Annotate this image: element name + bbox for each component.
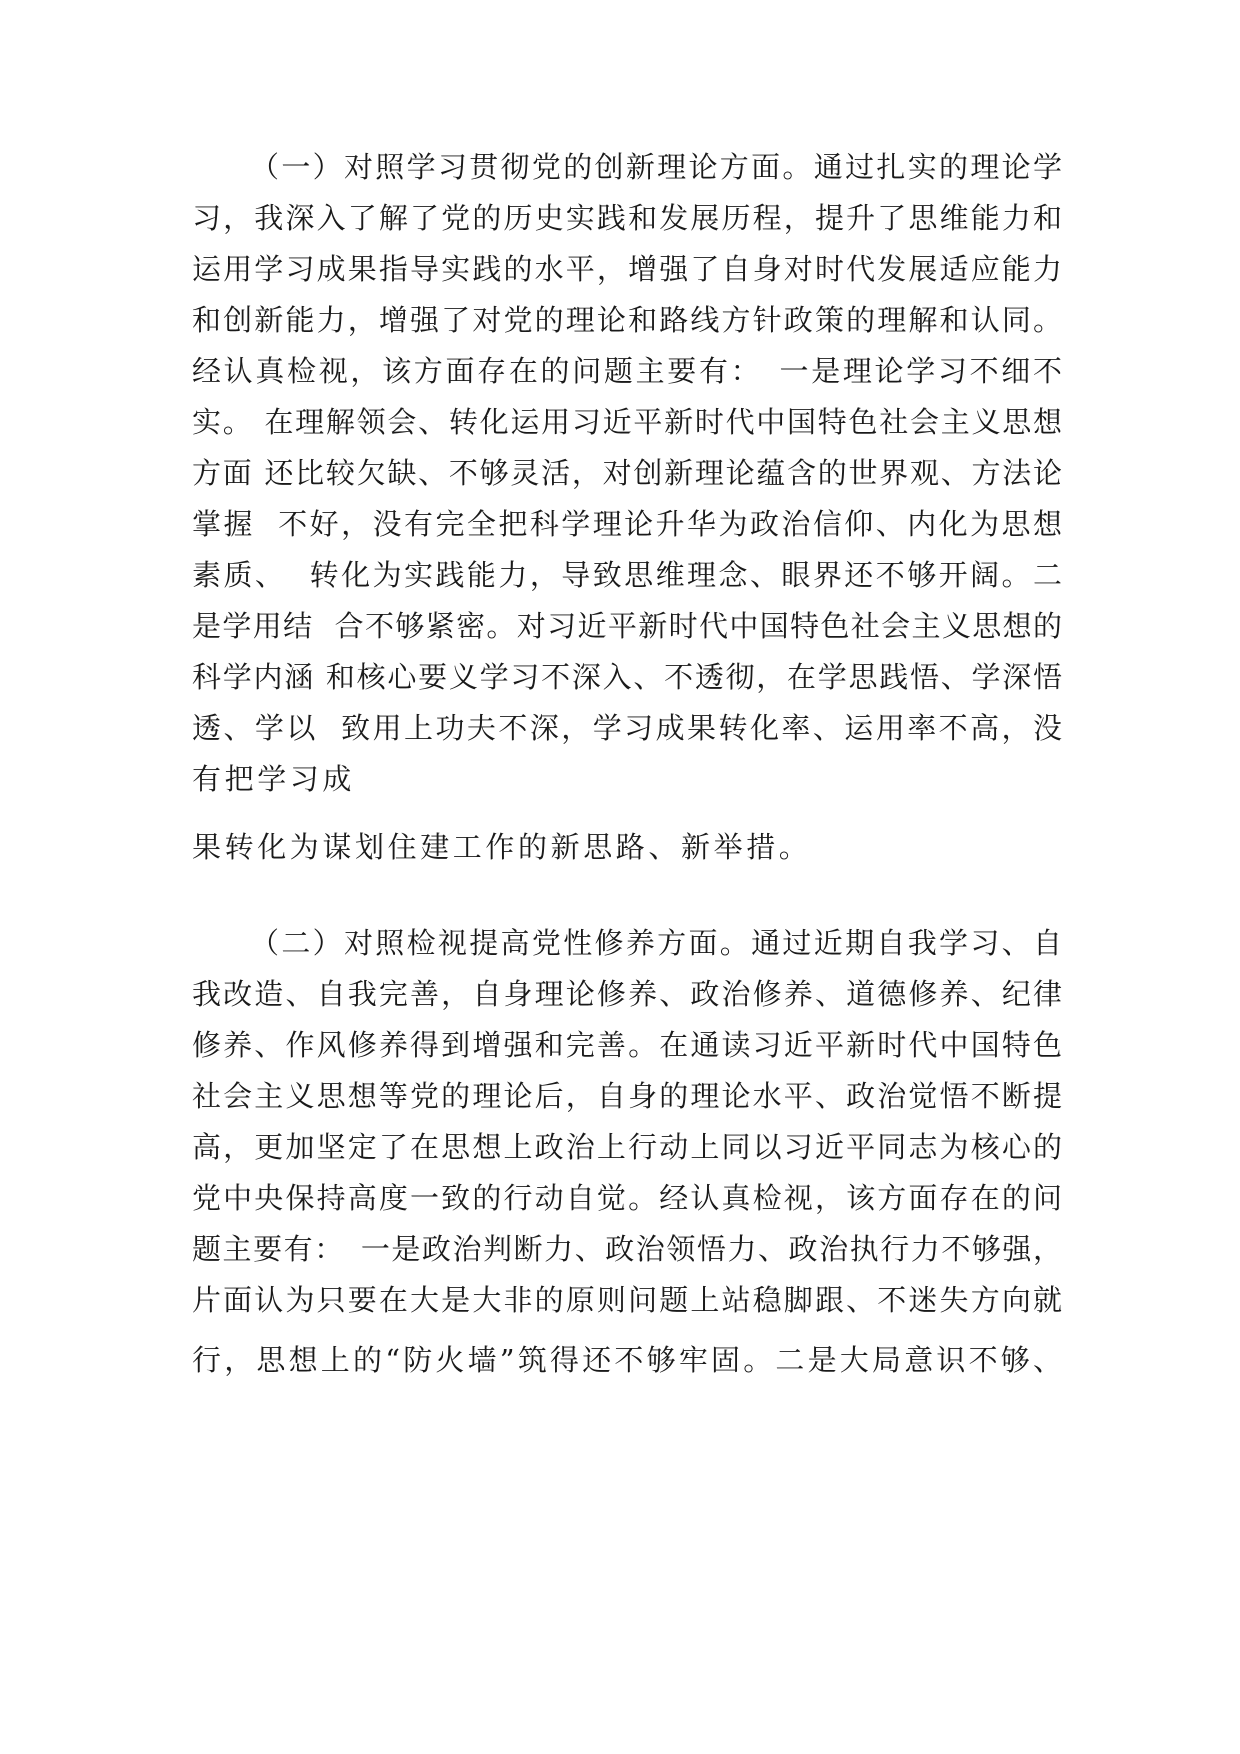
paragraph-line: 经认真检视，该方面存在的问题主要有： 一是理论学习不细不 xyxy=(192,354,1062,388)
paragraph-line: 和创新能力，增强了对党的理论和路线方针政策的理解和认同。 xyxy=(192,303,1062,337)
paragraph-line: （二）对照检视提高党性修养方面。通过近期自我学习、自 xyxy=(250,926,1062,960)
paragraph-line: 党中央保持高度一致的行动自觉。经认真检视，该方面存在的问 xyxy=(192,1181,1062,1215)
paragraph-line: 果转化为谋划住建工作的新思路、新举措。 xyxy=(192,830,812,864)
paragraph-line: 科学内涵 和核心要义学习不深入、不透彻，在学思践悟、学深悟 xyxy=(192,660,1062,694)
paragraph-line: 行，思想上的“防火墙”筑得还不够牢固。二是大局意识不够、 xyxy=(192,1343,1062,1377)
paragraph-line: 透、学以 致用上功夫不深，学习成果转化率、运用率不高，没 xyxy=(192,711,1062,745)
paragraph-line: 修养、作风修养得到增强和完善。在通读习近平新时代中国特色 xyxy=(192,1028,1062,1062)
paragraph-line: 习，我深入了解了党的历史实践和发展历程，提升了思维能力和 xyxy=(192,201,1062,235)
paragraph-line: 运用学习成果指导实践的水平，增强了自身对时代发展适应能力 xyxy=(192,252,1062,286)
paragraph-line: 片面认为只要在大是大非的原则问题上站稳脚跟、不迷失方向就 xyxy=(192,1283,1062,1317)
paragraph-line: 掌握 不好，没有完全把科学理论升华为政治信仰、内化为思想 xyxy=(192,507,1062,541)
paragraph-line: 素质、 转化为实践能力，导致思维理念、眼界还不够开阔。二 xyxy=(192,558,1062,592)
paragraph-line: （一）对照学习贯彻党的创新理论方面。通过扎实的理论学 xyxy=(250,150,1062,184)
paragraph-line: 有把学习成 xyxy=(192,762,356,796)
paragraph-line: 实。 在理解领会、转化运用习近平新时代中国特色社会主义思想 xyxy=(192,405,1062,439)
paragraph-line: 方面 还比较欠缺、不够灵活，对创新理论蕴含的世界观、方法论 xyxy=(192,456,1062,490)
paragraph-line: 我改造、自我完善，自身理论修养、政治修养、道德修养、纪律 xyxy=(192,977,1062,1011)
paragraph-line: 社会主义思想等党的理论后，自身的理论水平、政治觉悟不断提 xyxy=(192,1079,1062,1113)
paragraph-line: 高，更加坚定了在思想上政治上行动上同以习近平同志为核心的 xyxy=(192,1130,1062,1164)
paragraph-line: 题主要有： 一是政治判断力、政治领悟力、政治执行力不够强， xyxy=(192,1232,1062,1266)
paragraph-line: 是学用结 合不够紧密。对习近平新时代中国特色社会主义思想的 xyxy=(192,609,1062,643)
